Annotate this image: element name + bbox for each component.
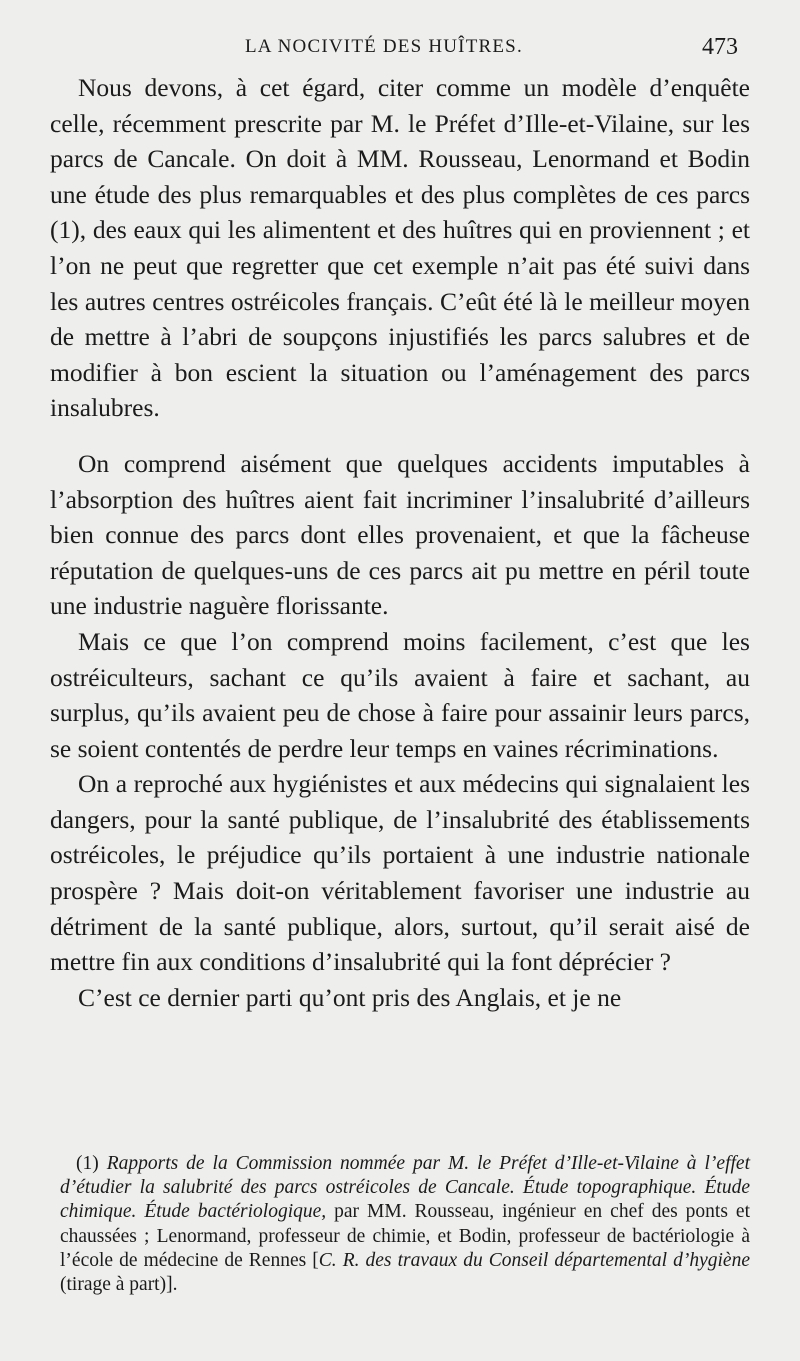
running-title: LA NOCIVITÉ DES HUÎTRES.: [245, 36, 523, 57]
footnote-marker: (1): [76, 1153, 107, 1174]
footnote-title: Rapports de la Commission nommée par M. le Préfet d’Ille-et-Vilaine à l’effet d’étudier la salubrité des parcs ostréicoles de Cancale. Étude topographique. Étude chimique. Étude bactériologique,: [60, 1153, 750, 1223]
page-header: [0, 32, 800, 62]
body-text: [50, 70, 750, 1015]
paragraph: C’est ce dernier parti qu’ont pris des Anglais, et je ne: [78, 982, 622, 1012]
paragraph: On comprend aisément que quelques accidents imputables à l’absorption des huîtres aient fait incriminer l’insalubrité d’ailleurs bien connue des parcs dont elles provenaient, et que la fâcheuse réputation de quelques-uns de ces parcs ait pu mettre en péril toute une industrie naguère florissante.: [50, 448, 750, 621]
page-number: 473: [702, 34, 738, 60]
footnote: [60, 1152, 750, 1297]
footnotes: [60, 1152, 750, 1297]
footnote-authors: par MM. Rousseau, ingénieur en chef des ponts et chaussées ; Lenormand, professeur de chimie, et Bodin, professeur de bactériologie à l’école de médecine de Rennes [: [60, 1201, 750, 1271]
paragraph: Mais ce que l’on comprend moins facilement, c’est que les ostréiculteurs, sachant ce qu’ils avaient à faire et sachant, au surplus, qu’ils avaient peu de chose à faire pour assainir leurs parcs, se soient contentés de perdre leur temps en vaines récriminations.: [50, 626, 750, 763]
footnote-note: (tirage à part)].: [60, 1274, 178, 1296]
footnote-source: C. R. des travaux du Conseil départemental d’hygiène: [318, 1249, 750, 1271]
paragraph: Nous devons, à cet égard, citer comme un modèle d’enquête celle, récemment prescrite par M. le Préfet d’Ille-et-Vilaine, sur les parcs de Cancale. On doit à MM. Rousseau, Lenormand et Bodin une étude des plus remarquables et des plus complètes de ces parcs (1), des eaux qui les alimentent et des huîtres qui en proviennent ; et l’on ne peut que regretter que cet exemple n’ait pas été suivi dans les autres centres ostréicoles français. C’eût été là le meilleur moyen de mettre à l’abri de soupçons injustifiés les parcs salubres et de modifier à bon escient la situation ou l’aménagement des parcs insalubres.: [50, 73, 750, 423]
paragraph: On a reproché aux hygiénistes et aux médecins qui signalaient les dangers, pour la santé publique, de l’insalubrité des établissements ostréicoles, le préjudice qu’ils portaient à une industrie nationale prospère ? Mais doit-on véritablement favoriser une industrie au détriment de la santé publique, alors, surtout, qu’il serait aisé de mettre fin aux conditions d’insalubrité qui la font déprécier ?: [50, 769, 750, 977]
